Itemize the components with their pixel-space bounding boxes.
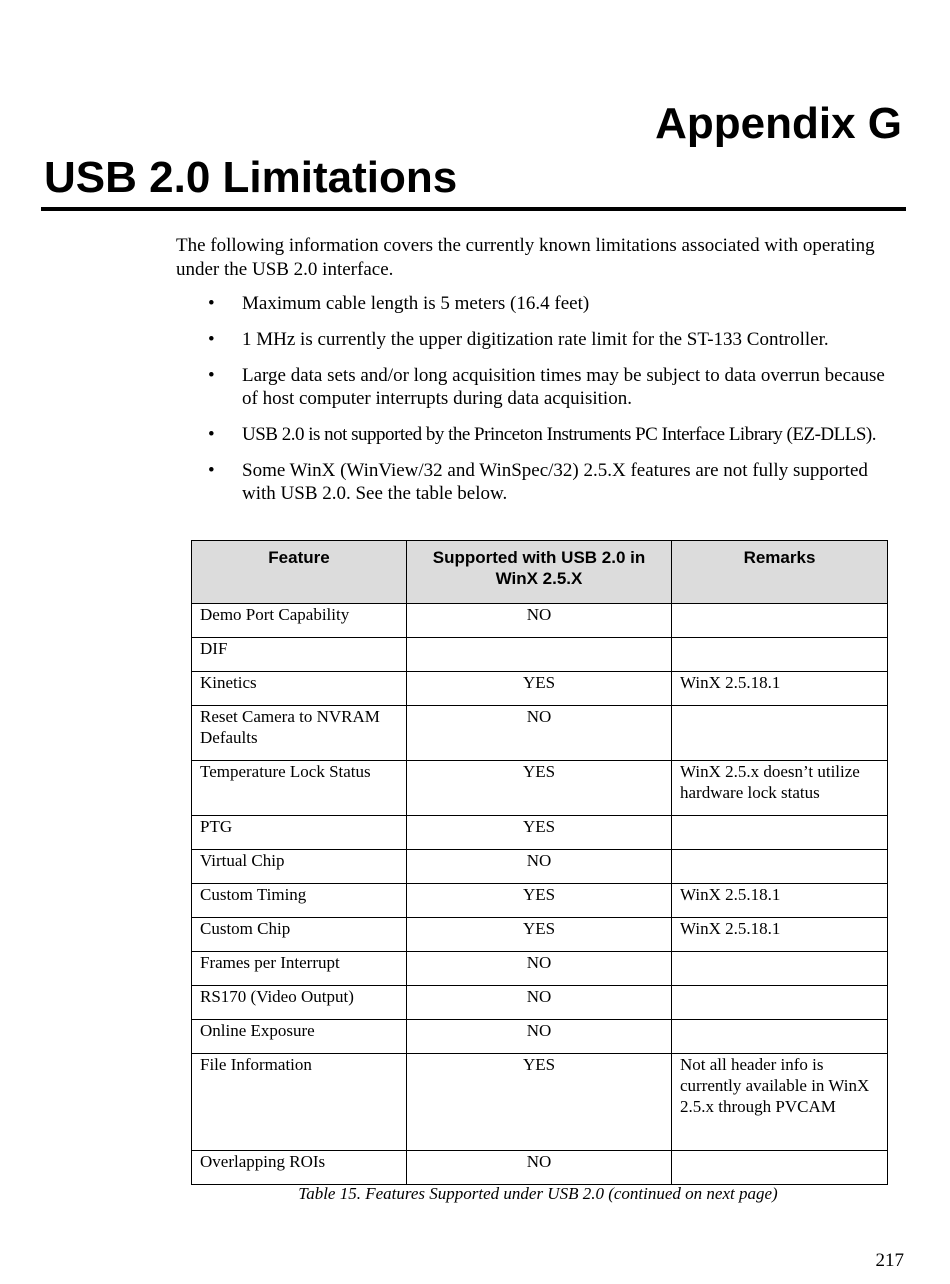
feature-cell: Frames per Interrupt [192, 952, 407, 986]
table-row [192, 1020, 888, 1054]
feature-cell: Reset Camera to NVRAM Defaults [192, 706, 407, 761]
feature-cell: File Information [192, 1054, 407, 1151]
appendix-label: Appendix G [655, 99, 902, 148]
list-item-text: Large data sets and/or long acquisition times may be subject to data overrun because of host computer interrupts during data acquisition. [242, 365, 885, 409]
feature-cell: PTG [192, 816, 407, 850]
remarks-cell: WinX 2.5.18.1 [672, 884, 888, 918]
column-header-feature: Feature [192, 541, 407, 604]
supported-cell: NO [407, 850, 672, 884]
remarks-cell [672, 1151, 888, 1185]
remarks-cell [672, 850, 888, 884]
supported-cell: NO [407, 952, 672, 986]
feature-cell: Demo Port Capability [192, 604, 407, 638]
table-header-row [192, 541, 888, 604]
remarks-cell: WinX 2.5.18.1 [672, 672, 888, 706]
table-row [192, 850, 888, 884]
supported-cell: NO [407, 1020, 672, 1054]
remarks-cell [672, 816, 888, 850]
title-rule [41, 207, 906, 211]
table-row [192, 672, 888, 706]
bullet-icon: • [208, 293, 215, 314]
page-number: 217 [875, 1250, 904, 1271]
list-item-text: Some WinX (WinView/32 and WinSpec/32) 2.5.X features are not fully supported with USB 2.0. See the table below. [242, 460, 868, 504]
feature-cell: Temperature Lock Status [192, 761, 407, 816]
table-row [192, 816, 888, 850]
feature-cell: Overlapping ROIs [192, 1151, 407, 1185]
supported-cell: YES [407, 761, 672, 816]
feature-cell: Custom Timing [192, 884, 407, 918]
list-item [176, 423, 886, 446]
supported-cell: NO [407, 1151, 672, 1185]
bullet-icon: • [208, 424, 215, 445]
table-row [192, 706, 888, 761]
supported-cell: YES [407, 672, 672, 706]
feature-cell: RS170 (Video Output) [192, 986, 407, 1020]
remarks-cell: WinX 2.5.18.1 [672, 918, 888, 952]
feature-cell: Virtual Chip [192, 850, 407, 884]
list-item-text: USB 2.0 is not supported by the Princeton Instruments PC Interface Library (EZ-DLLS). [242, 424, 876, 445]
remarks-cell [672, 952, 888, 986]
supported-cell: NO [407, 986, 672, 1020]
table-row [192, 761, 888, 816]
page-title: USB 2.0 Limitations [44, 153, 458, 202]
supported-cell: YES [407, 1054, 672, 1151]
table-row [192, 952, 888, 986]
bullet-icon: • [208, 329, 215, 350]
list-item-text: Maximum cable length is 5 meters (16.4 feet) [242, 293, 590, 314]
remarks-cell [672, 604, 888, 638]
supported-cell [407, 638, 672, 672]
supported-cell: NO [407, 604, 672, 638]
remarks-cell: WinX 2.5.x doesn’t utilize hardware lock status [672, 761, 888, 816]
remarks-cell [672, 706, 888, 761]
column-header-remarks: Remarks [672, 541, 888, 604]
table-row [192, 1151, 888, 1185]
bullet-icon: • [208, 460, 215, 481]
list-item-text: 1 MHz is currently the upper digitization rate limit for the ST-133 Controller. [242, 329, 829, 350]
table-row [192, 884, 888, 918]
feature-cell: DIF [192, 638, 407, 672]
list-item [176, 328, 886, 351]
supported-cell: YES [407, 884, 672, 918]
table-row [192, 1054, 888, 1151]
list-item [176, 364, 886, 410]
supported-cell: YES [407, 816, 672, 850]
remarks-cell [672, 986, 888, 1020]
table-row [192, 604, 888, 638]
feature-cell: Kinetics [192, 672, 407, 706]
list-item [176, 459, 886, 505]
supported-cell: NO [407, 706, 672, 761]
remarks-cell [672, 1020, 888, 1054]
column-header-supported: Supported with USB 2.0 in WinX 2.5.X [407, 541, 672, 604]
features-table [191, 540, 888, 1185]
table-caption: Table 15. Features Supported under USB 2.0 (continued on next page) [298, 1184, 778, 1203]
table-row [192, 638, 888, 672]
remarks-cell [672, 638, 888, 672]
feature-cell: Custom Chip [192, 918, 407, 952]
limitations-list [176, 292, 886, 518]
table-row [192, 918, 888, 952]
bullet-icon: • [208, 365, 215, 386]
table-row [192, 986, 888, 1020]
intro-paragraph: The following information covers the currently known limitations associated with operating under the USB 2.0 interface. [176, 235, 875, 280]
remarks-cell: Not all header info is currently available in WinX 2.5.x through PVCAM [672, 1054, 888, 1151]
list-item [176, 292, 886, 315]
supported-cell: YES [407, 918, 672, 952]
feature-cell: Online Exposure [192, 1020, 407, 1054]
